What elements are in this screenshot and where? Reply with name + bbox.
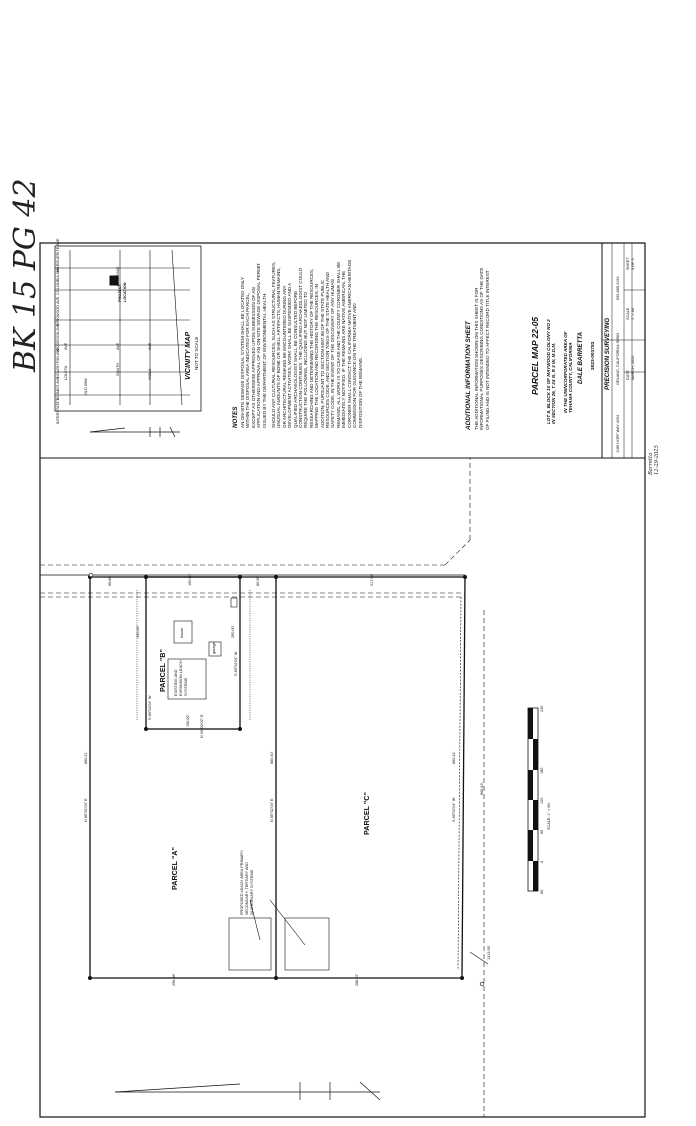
additional-info-text: THE ADDITIONAL INFORMATION SHOWN ON THIS SHEET IS FOR INFORMATIONAL PURPOSES DESCRIBING CONDITIONS AS OF THE DATE OF FILING AND IS NOT INTENDED TO AFFECT RECORD TITLE INTEREST xyxy=(474,267,490,430)
scale-caption: SCALE: 1" = 60' xyxy=(547,802,551,830)
road-label: AVE xyxy=(64,342,68,350)
dim-top-c: 217.06' xyxy=(370,573,374,586)
dim-road: 1319.59' xyxy=(487,945,491,960)
road-label: INTERSTATE 5 xyxy=(56,397,60,424)
additional-info-title: ADDITIONAL INFORMATION SHEET xyxy=(465,321,472,430)
project-location-label: LOCATION xyxy=(123,282,127,302)
vicinity-map-subtitle: NOT TO SCALE xyxy=(194,336,199,370)
east-boundary xyxy=(462,577,465,978)
road-label: LOLETA xyxy=(64,365,68,380)
brg-b-left: S 89°52'04" W xyxy=(148,695,152,720)
parcel-b-label: PARCEL "B" xyxy=(158,649,167,692)
vicinity-map-title: VICINITY MAP xyxy=(183,331,192,380)
scale-tick-label: 180 xyxy=(540,767,544,774)
area-description: IN THE UNINCORPORATED AREA OF TEHAMA COUNTY, CALIFORNIA xyxy=(563,331,574,413)
dim-b-bottom: 150.00' xyxy=(186,714,190,727)
vicinity-map-frame xyxy=(55,246,201,411)
dim-bottom-c: 268.07' xyxy=(355,973,359,986)
brg-a-left: N 89°52'04" E xyxy=(84,798,88,822)
scale-tick-label: 60 xyxy=(540,829,544,834)
dim-outer-right: 660.43' xyxy=(480,782,484,795)
road-label: COLUMBIA AVE xyxy=(56,267,60,295)
parcel-c-label: PARCEL "C" xyxy=(362,792,371,835)
project-location-label: PROJECT xyxy=(118,284,122,302)
parcel-a-label: PARCEL "A" xyxy=(170,847,179,890)
road-label: KIRKWOOD AVE xyxy=(56,296,60,326)
garage-label: garage xyxy=(212,642,216,654)
proposed-leach-label: PROPOSED LEACH AREA PRIMARY, SECONDARY, TERTIARY AND QUATERNARY SYSTEMS xyxy=(240,849,254,915)
dim-a-left: 660.41' xyxy=(84,751,88,764)
road-label: RAILROAD xyxy=(116,266,120,286)
road-label: WOODSON AVE xyxy=(56,323,60,352)
road-label: HOUGHTON AVE xyxy=(56,347,60,378)
brg-b-right: S 89°52'04" W xyxy=(234,651,238,676)
scale-tick-label: 240 xyxy=(540,705,544,712)
dim-c-right: 660.42' xyxy=(452,751,456,764)
road-label: OLD 99W xyxy=(84,378,88,395)
road-label: MARGUERITE AVE xyxy=(56,238,60,272)
house-label: house xyxy=(180,627,184,638)
scale-tick-label: 60 xyxy=(540,889,544,894)
scale-tick-label: 120 xyxy=(540,797,544,804)
brg-c-right: S 89°52'04" W xyxy=(452,797,456,822)
dim-b-left: 290.00' xyxy=(136,625,140,638)
road-label: VIOLA xyxy=(148,368,152,380)
brg-mid: N 89°52'04" E xyxy=(270,798,274,822)
dim-b-right: 290.00' xyxy=(231,625,235,638)
date-field: DATE MARCH, 2024 xyxy=(626,355,635,380)
owner-name: DALE BARRETTA xyxy=(577,331,584,384)
existing-leach-label: EXISTING AND EXPANSION LEACH SYSTEMS xyxy=(174,660,188,696)
company-address: 1165 HOFF WAY #204 xyxy=(616,414,620,453)
road-label: TOOMES AVE xyxy=(56,376,60,401)
dim-mid: 660.40' xyxy=(270,751,274,764)
dim-top-b: 150.00' xyxy=(188,573,192,586)
notes-paragraph-2: SHOULD ANY CULTURAL RESOURCES, SUCH AS STRUCTURAL FEATURES, UNUSUAL AMOUNTS OF BONE OR SHELL ARTIFACTS, HUMAN REMAINS, OR ARCHITECTURAL REMAINS BE ENCOUNTERED DURING ANY DEVELOPMENT ACTIVITIES, WORK SHALL BE SUSPENDED AND A QUALIFIED ARCHAEOLOGIST SHALL BE CONSULTED BEFORE CONSTRUCTION CONTINUES. THE QUALIFIED ARCHAEOLOGIST COULD REQUIRE THE FOLLOWING, INCLUDING BUT NOT LIMITED TO RESEARCHING AND DETERMINING THE HISTORY OF THE RESOURCES, MAPPING THE LOCATION AND RECORDING THE RESOURCES. IN ADDITION, PURSUANT TO SECTION 5097.98 OF THE STATE PUBLIC RESOURCES CODE, AND SECTION 7050.5 OF THE STATE HEALTH AND SAFETY CODE, IN THE EVENT OF THE DISCOVERY OF ANY HUMAN REMAINS, ALL WORK IS TO CEASE AND THE COUNTY CORONER SHALL BE IMMEDIATELY NOTIFIED. IF THE REMAINS ARE NATIVE AMERICAN, THE CORONER SHALL CONTACT THE CALIFORNIA NATIVE AMERICAN HERITAGE COMMISSION FOR GUIDANCE ON THE TREATMENT AND DISPOSITION OF THE REMAINS. xyxy=(271,259,363,428)
company-name: PRECISION SURVEYING xyxy=(604,317,611,390)
file-number: 2023-003783 xyxy=(591,341,596,370)
company-city: ORLAND, CALIFORNIA 95963 xyxy=(616,332,620,385)
dim-top-mid: 60.00' xyxy=(256,575,260,586)
road-label: AVE xyxy=(148,342,152,350)
lot-description: LOT 8, BLOCK 10 OF MAYWOOD COLONY NO 2 IN SECTION 26, T 24 N, R 3 W, M.D.M. xyxy=(546,319,557,424)
margin-signature: Barretta 12-29-2025 xyxy=(648,445,660,475)
handwritten-book-page: BK 15 PG 42 xyxy=(8,178,43,372)
road-label: AVE xyxy=(116,342,120,350)
company-phone: 530-865-4194 xyxy=(616,276,620,300)
scale-tick-label: 0 xyxy=(540,860,544,863)
notes-title: NOTES xyxy=(232,406,239,428)
notes-paragraph-1: AN ON-SITE SEWAGE DISPOSAL SYSTEM SHALL BE LOCATED ONLY WITHIN THE DISPOSAL AREA INDICATED FOR EACH PARCEL, EXCEPT AS OTHERWISE APPROVED UPON SUBMISSION OF AN APPLICATION AND APPROVAL OF AN ON-SITE SEWAGE DISPOSAL PERMIT ISSUED BY THE DEPARTMENT OF ENVIRONMENTAL HEALTH. xyxy=(240,263,267,428)
parcel-map-title: PARCEL MAP 22-05 xyxy=(530,316,540,395)
brg-b-bottom: N 00°00'02" E xyxy=(200,714,204,738)
scale-field: SCALE 1" = 60' xyxy=(626,307,635,320)
dim-top-a: 65.86' xyxy=(108,575,112,586)
sheet-field: SHEET 3 OF 3 xyxy=(626,257,635,270)
dim-bottom-a: 295.86' xyxy=(172,973,176,986)
road-label: SOUTH xyxy=(116,362,120,376)
